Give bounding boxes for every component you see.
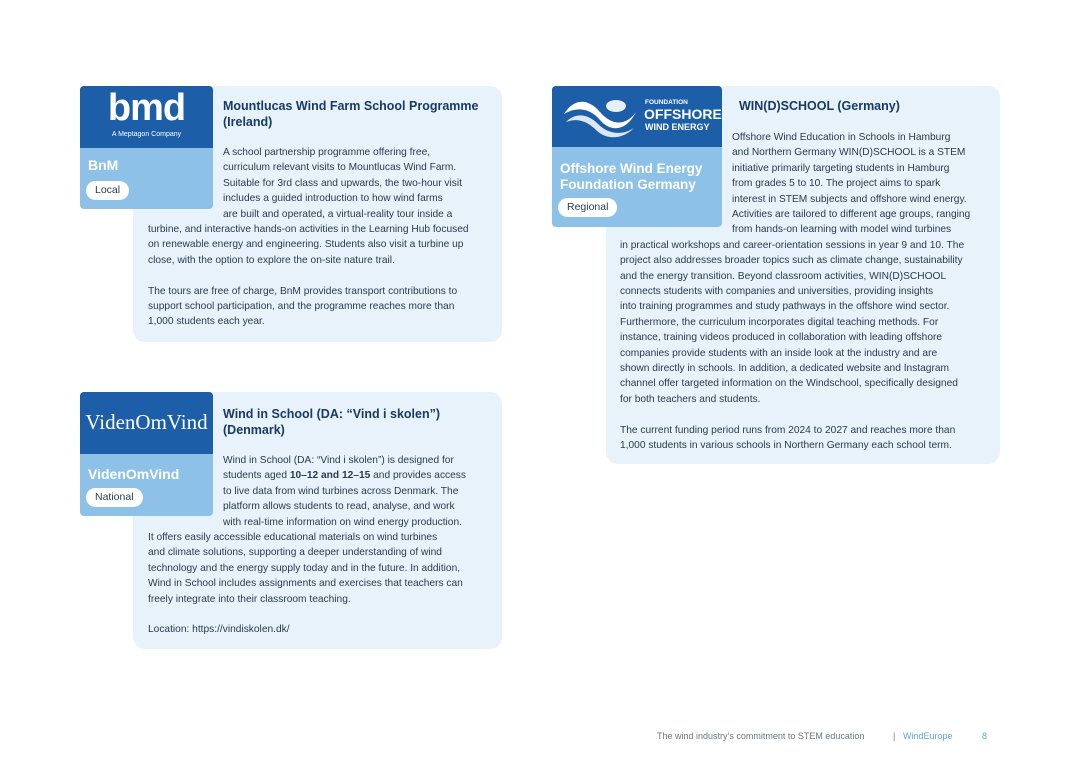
body-line: Furthermore, the curriculum incorporates digital teaching methods. For [620, 316, 939, 328]
body-line: Wind in School (DA: “Vind i skolen”) is designed for [223, 455, 454, 466]
body-line: support school participation, and the programme reaches more than [148, 301, 455, 312]
body-line: A school partnership programme offering free, [223, 147, 431, 158]
bnm-logo-subtext: A Meptagon Company [111, 131, 182, 138]
org-line: Offshore Wind Energy [560, 161, 703, 176]
scope-badge-national: National [86, 488, 143, 507]
body-line: Wind in School includes assignments and exercises that teachers can [148, 578, 463, 590]
title-line: Mountlucas Wind Farm School Programme [223, 99, 479, 113]
title-line: WIN(D)SCHOOL (Germany) [739, 99, 900, 113]
scope-badge-local: Local [86, 181, 129, 200]
body-line: It offers easily accessible educational materials on wind turbines [148, 532, 438, 543]
body-line: initiative primarily targeting students in Hamburg [732, 162, 950, 174]
body-line: from grades 5 to 10. The project aims to spark [732, 178, 941, 190]
waves-icon [560, 92, 640, 142]
body-line: in practical workshops and career-orientation sessions in year 9 and 10. The [620, 239, 965, 251]
body-line: companies provide students with an inside look at the industry and are [620, 347, 938, 359]
card-title-windschool [739, 98, 900, 114]
body-line: 1,000 students each year. [148, 316, 265, 328]
footer-separator: | [893, 731, 896, 741]
body-line: technology and the energy supply today and in the future. In addition, [148, 562, 461, 574]
body-line: instance, training videos produced in collaboration with leading offshore [620, 332, 943, 344]
offshore-logo [552, 86, 722, 147]
body-line: The current funding period runs from 2024 to 2027 and reaches more than [620, 424, 956, 436]
body-line: and climate solutions, supporting a deeper understanding of wind [148, 547, 442, 559]
body-line: on renewable energy and engineering. Students also visit a turbine up [148, 239, 464, 251]
card-title-videnomvind [223, 406, 440, 438]
videnomvind-logo-text: VidenOmVind [85, 410, 208, 434]
body-line: are built and operated, a virtual-reality tour inside a [223, 208, 453, 220]
bnm-logo [80, 86, 213, 148]
body-line: includes a guided introduction to how wind farms [223, 193, 443, 205]
body-line: Offshore Wind Education in Schools in Hamburg [732, 132, 951, 143]
title-line: Wind in School (DA: “Vind i skolen”) [223, 407, 441, 421]
scope-badge-regional: Regional [558, 198, 617, 217]
body-line: turbine, and interactive hands-on activities in the Learning Hub focused [148, 224, 469, 235]
body-line: interest in STEM subjects and offshore wind energy. [732, 193, 967, 205]
title-line: (Ireland) [223, 115, 273, 129]
footer-brand: WindEurope [903, 731, 953, 741]
body-line: curriculum relevant visits to Mountlucas Wind Farm. [223, 162, 457, 174]
org-name-videnomvind: VidenOmVind [88, 466, 180, 482]
offshore-logo-small: FOUNDATION [645, 99, 688, 106]
body-line: with real-time information on wind energy production. [223, 516, 462, 528]
body-line: freely integrate into their classroom teaching. [148, 593, 351, 605]
title-line: (Denmark) [223, 423, 285, 437]
org-line: Foundation Germany [560, 177, 696, 192]
body-line: students aged 10–12 and 12–15 and provides access [223, 470, 466, 482]
body-line: platform allows students to read, analyse, and work [223, 501, 455, 513]
body-line: from hands-on learning with model wind turbines [732, 224, 952, 236]
offshore-logo-box [552, 86, 722, 227]
body-line: 1,000 students in various schools in Northern Germany each school term. [620, 440, 952, 451]
body-line: Suitable for 3rd class and upwards, the two-hour visit [223, 177, 462, 189]
offshore-logo-mid: WIND ENERGY [645, 122, 710, 132]
body-line: Activities are tailored to different age groups, ranging [732, 209, 971, 220]
body-line: shown directly in schools. In addition, a dedicated website and Instagram [620, 363, 950, 374]
card-title-bnm [223, 98, 478, 130]
org-name-offshore-foundation [560, 161, 702, 193]
videnomvind-logo [80, 392, 213, 454]
body-line: to live data from wind turbines across Denmark. The [223, 485, 459, 497]
footer-text: The wind industry’s commitment to STEM education [657, 731, 865, 741]
body-line: close, with the option to explore the on-site nature trail. [148, 254, 395, 266]
body-line: for both teachers and students. [620, 393, 761, 405]
body-line: and the energy transition. Beyond classroom activities, WIN(D)SCHOOL [620, 270, 947, 282]
body-line: into training programmes and study pathways in the offshore wind sector. [620, 301, 950, 313]
offshore-logo-big: OFFSHORE [644, 106, 722, 122]
body-line: Location: https://vindiskolen.dk/ [148, 624, 290, 636]
body-line: project also addresses broader topics such as climate change, sustainability [620, 255, 963, 267]
bnm-logo-text: bmd [107, 87, 186, 129]
body-line: channel offer targeted information on the Windschool, specifically designed [620, 378, 958, 390]
org-name-bnm: BnM [88, 157, 119, 173]
bnm-logo-box [80, 86, 213, 209]
page-number: 8 [982, 731, 988, 741]
body-line: The tours are free of charge, BnM provides transport contributions to [148, 285, 458, 297]
videnomvind-logo-box [80, 392, 213, 516]
body-line: and Northern Germany WIN(D)SCHOOL is a STEM [732, 147, 966, 159]
body-line: connects students with companies and universities, providing insights [620, 286, 934, 297]
